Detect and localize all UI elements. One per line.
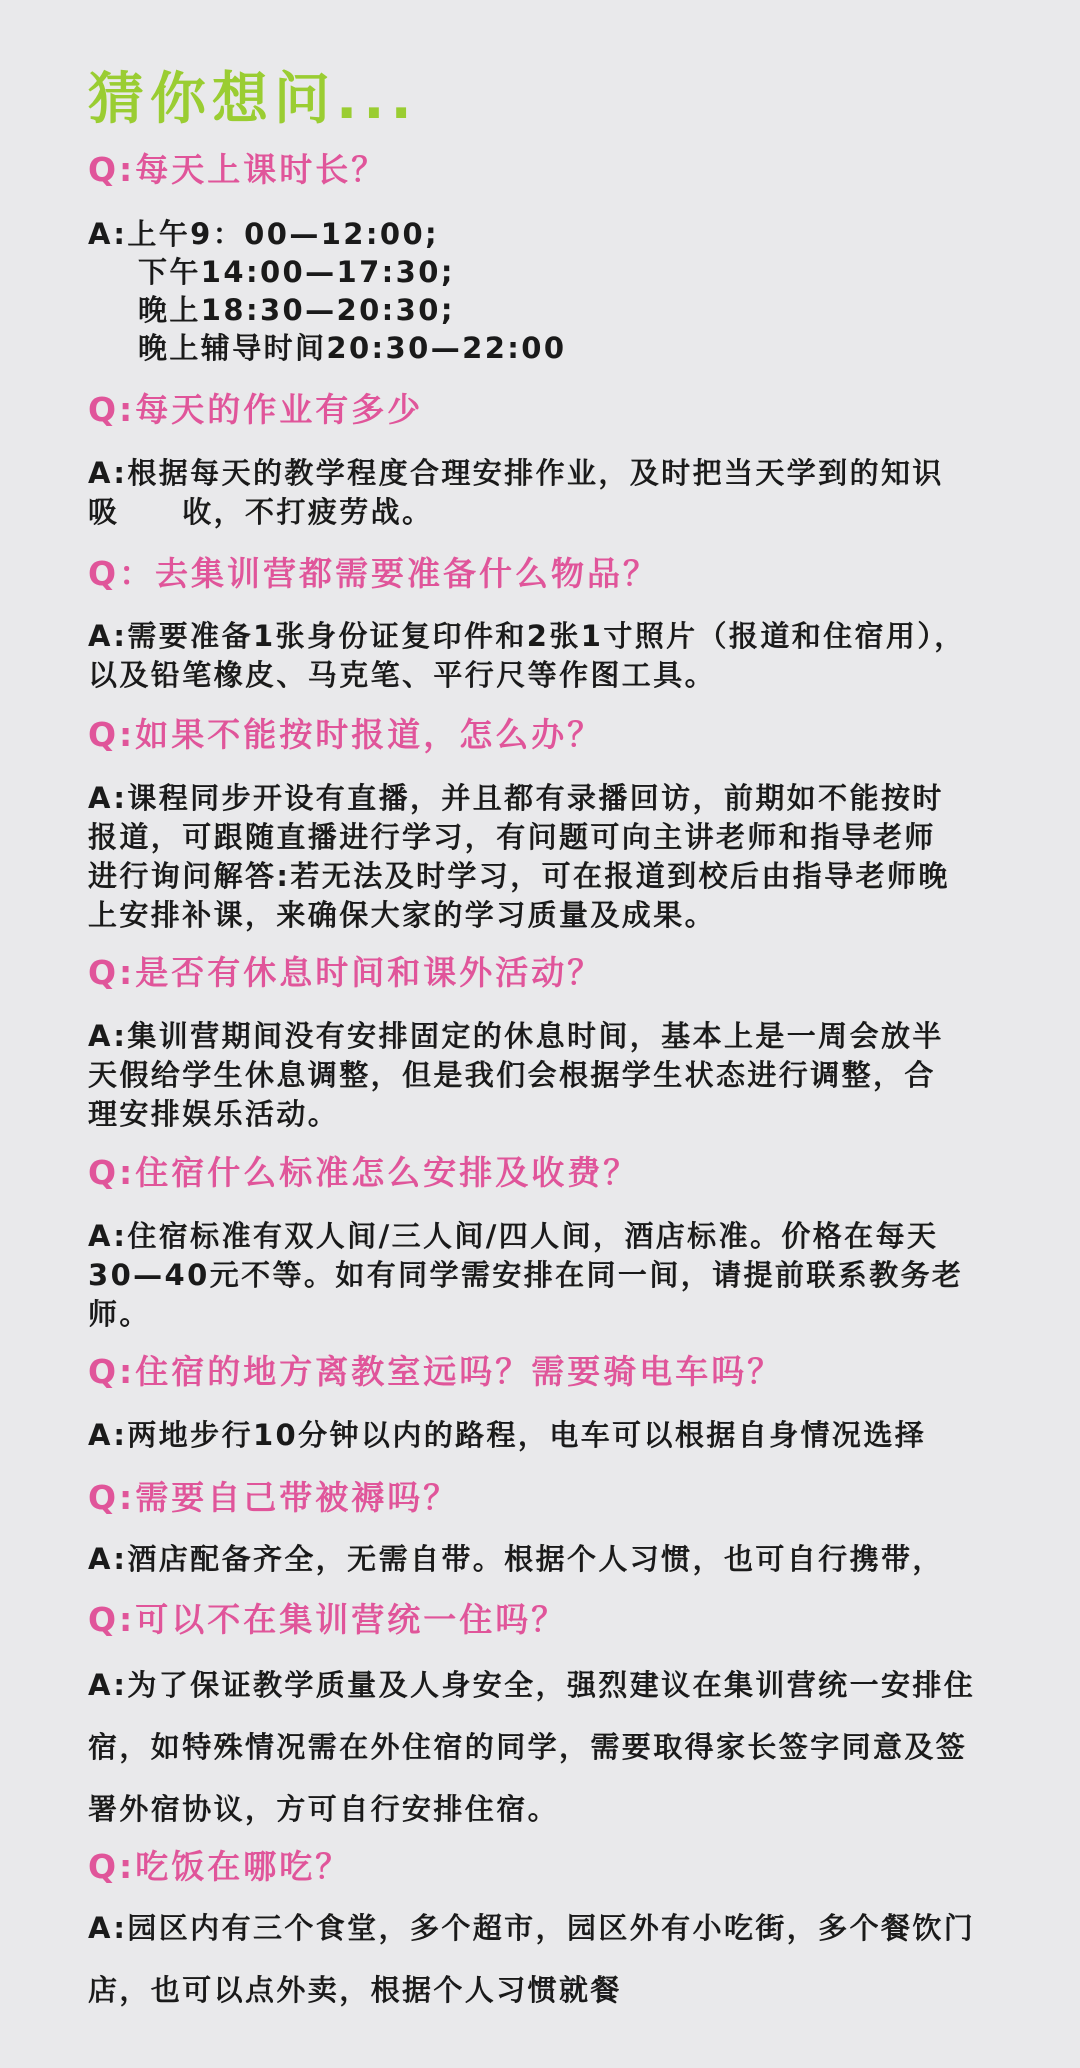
faq-question: Q:住宿什么标准怎么安排及收费？ — [88, 1153, 640, 1192]
answer-line: 下午14:00—17:30; — [138, 255, 455, 289]
answer-line: A:课程同步开设有直播，并且都有录播回访，前期如不能按时 — [88, 781, 944, 815]
answer-line: A:根据每天的教学程度合理安排作业，及时把当天学到的知识 — [88, 456, 944, 490]
page-title: 猜你想问... — [88, 67, 418, 132]
answer-line: A:集训营期间没有安排固定的休息时间，基本上是一周会放半 — [88, 1019, 944, 1053]
answer-line: A:园区内有三个食堂，多个超市，园区外有小吃街，多个餐饮门 — [88, 1911, 976, 1945]
answer-line: 晚上辅导时间20:30—22:00 — [138, 331, 567, 365]
answer-line: A:为了保证教学质量及人身安全，强烈建议在集训营统一安排住 — [88, 1668, 976, 1702]
faq-answer — [88, 1017, 1028, 1134]
faq-question: Q:吃饭在哪吃？ — [88, 1847, 352, 1886]
answer-line: 店，也可以点外卖，根据个人习惯就餐 — [88, 1973, 622, 2007]
answer-line: 报道，可跟随直播进行学习，有问题可向主讲老师和指导老师 — [88, 820, 936, 854]
answer-line: 以及铅笔橡皮、马克笔、平行尺等作图工具。 — [88, 658, 717, 692]
faq-question: Q:是否有休息时间和课外活动？ — [88, 953, 604, 992]
faq-question: Q:如果不能按时报道，怎么办？ — [88, 715, 604, 754]
answer-line: 天假给学生休息调整，但是我们会根据学生状态进行调整，合 — [88, 1058, 936, 1092]
faq-answer — [88, 454, 1028, 532]
answer-line: 上安排补课，来确保大家的学习质量及成果。 — [88, 898, 717, 932]
answer-line: A:酒店配备齐全，无需自带。根据个人习惯，也可自行携带， — [88, 1542, 944, 1576]
faq-answer — [88, 1416, 1028, 1455]
faq-answer — [88, 1540, 1028, 1579]
faq-question: Q:可以不在集训营统一住吗？ — [88, 1600, 568, 1639]
faq-answer — [88, 617, 1028, 695]
answer-line: 进行询问解答:若无法及时学习，可在报道到校后由指导老师晚 — [88, 859, 950, 893]
answer-line: 吸 收，不打疲劳战。 — [88, 495, 434, 529]
answer-line: A:需要准备1张身份证复印件和2张1寸照片（报道和住宿用）， — [88, 619, 966, 653]
faq-question: Q:每天的作业有多少 — [88, 390, 424, 429]
faq-question: Q:每天上课时长？ — [88, 150, 388, 189]
faq-question: Q:住宿的地方离教室远吗？需要骑电车吗？ — [88, 1352, 784, 1391]
answer-line: 晚上18:30—20:30; — [138, 293, 455, 327]
answer-line: 理安排娱乐活动。 — [88, 1097, 340, 1131]
answer-line: 师。 — [88, 1297, 151, 1331]
faq-answer — [88, 1897, 1028, 2021]
answer-line: 署外宿协议，方可自行安排住宿。 — [88, 1792, 560, 1826]
faq-answer — [88, 1654, 1028, 1840]
answer-line: A:两地步行10分钟以内的路程，电车可以根据自身情况选择 — [88, 1418, 927, 1452]
answer-line: A:上午9：00—12:00; — [88, 217, 440, 251]
faq-answer — [88, 779, 1028, 935]
faq-answer — [88, 1217, 1028, 1334]
answer-line: A:住宿标准有双人间/三人间/四人间，酒店标准。价格在每天 — [88, 1219, 939, 1253]
faq-answer — [88, 215, 1028, 367]
faq-question: Q：去集训营都需要准备什么物品？ — [88, 554, 660, 593]
answer-line: 30—40元不等。如有同学需安排在同一间，请提前联系教务老 — [88, 1258, 964, 1292]
faq-question: Q:需要自己带被褥吗？ — [88, 1478, 460, 1517]
answer-line: 宿，如特殊情况需在外住宿的同学，需要取得家长签字同意及签 — [88, 1730, 968, 1764]
